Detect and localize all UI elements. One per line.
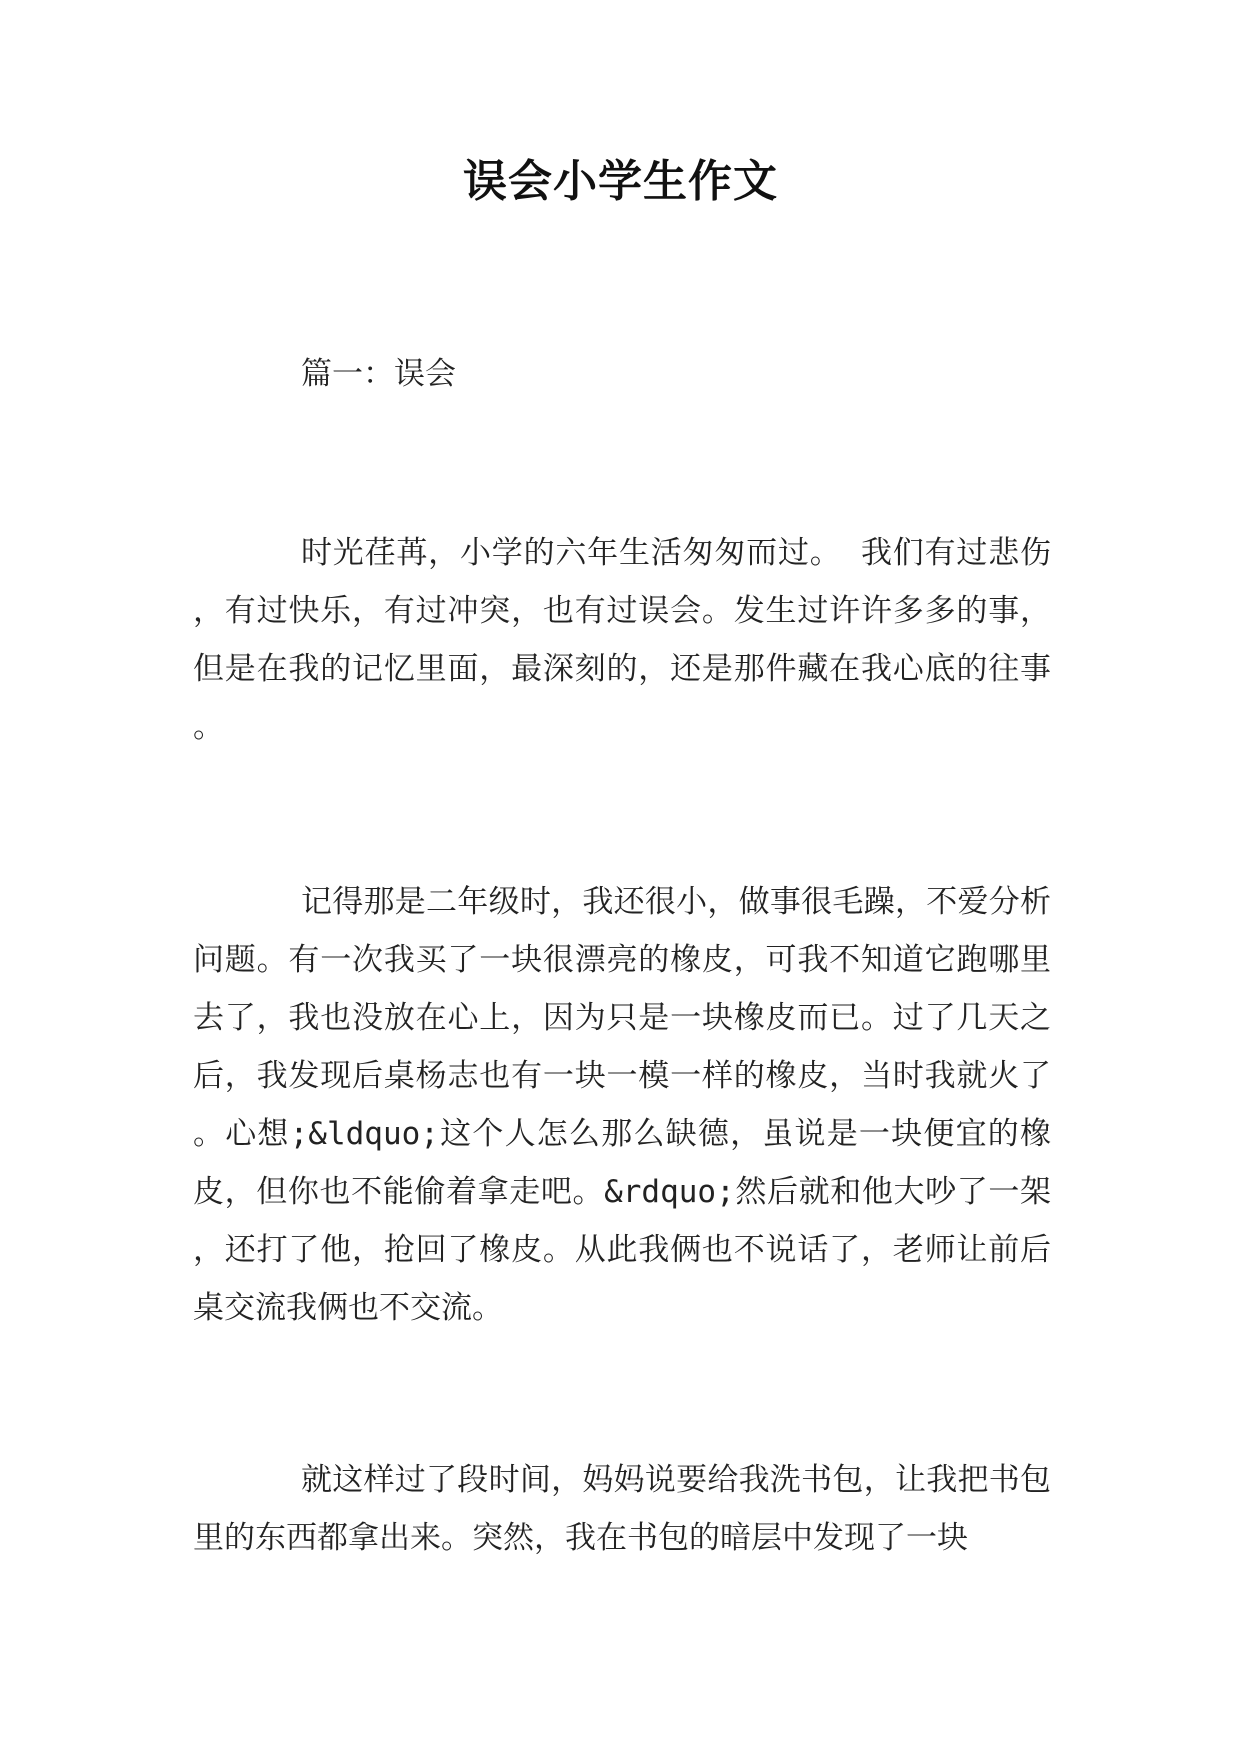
paragraph: 时光荏苒，小学的六年生活匆匆而过。 我们有过悲伤，有过快乐，有过冲突，也有过误会。发生过许许多多的事，但是在我的记忆里面，最深刻的，还是那件藏在我心底的往事。 bbox=[193, 535, 1051, 745]
section-heading: 篇一：误会 bbox=[301, 356, 456, 392]
paragraph: 记得那是二年级时，我还很小，做事很毛躁，不爱分析问题。有一次我买了一块很漂亮的橡皮，可我不知道它跑哪里去了，我也没放在心上，因为只是一块橡皮而已。过了几天之后，我发现后桌杨志也有一块一模一样的橡皮，当时我就火了。心想;&ldquo;这个人怎么那么缺德，虽说是一块便宜的橡皮，但你也不能偷着拿走吧。&rdquo;然后就和他大吵了一架，还打了他，抢回了橡皮。从此我俩也不说话了，老师让前后桌交流我俩也不交流。 bbox=[193, 884, 1051, 1326]
paragraph: 就这样过了段时间，妈妈说要给我洗书包，让我把书包里的东西都拿出来。突然，我在书包的暗层中发现了一块 bbox=[193, 1462, 1051, 1556]
document-title: 误会小学生作文 bbox=[463, 156, 778, 207]
